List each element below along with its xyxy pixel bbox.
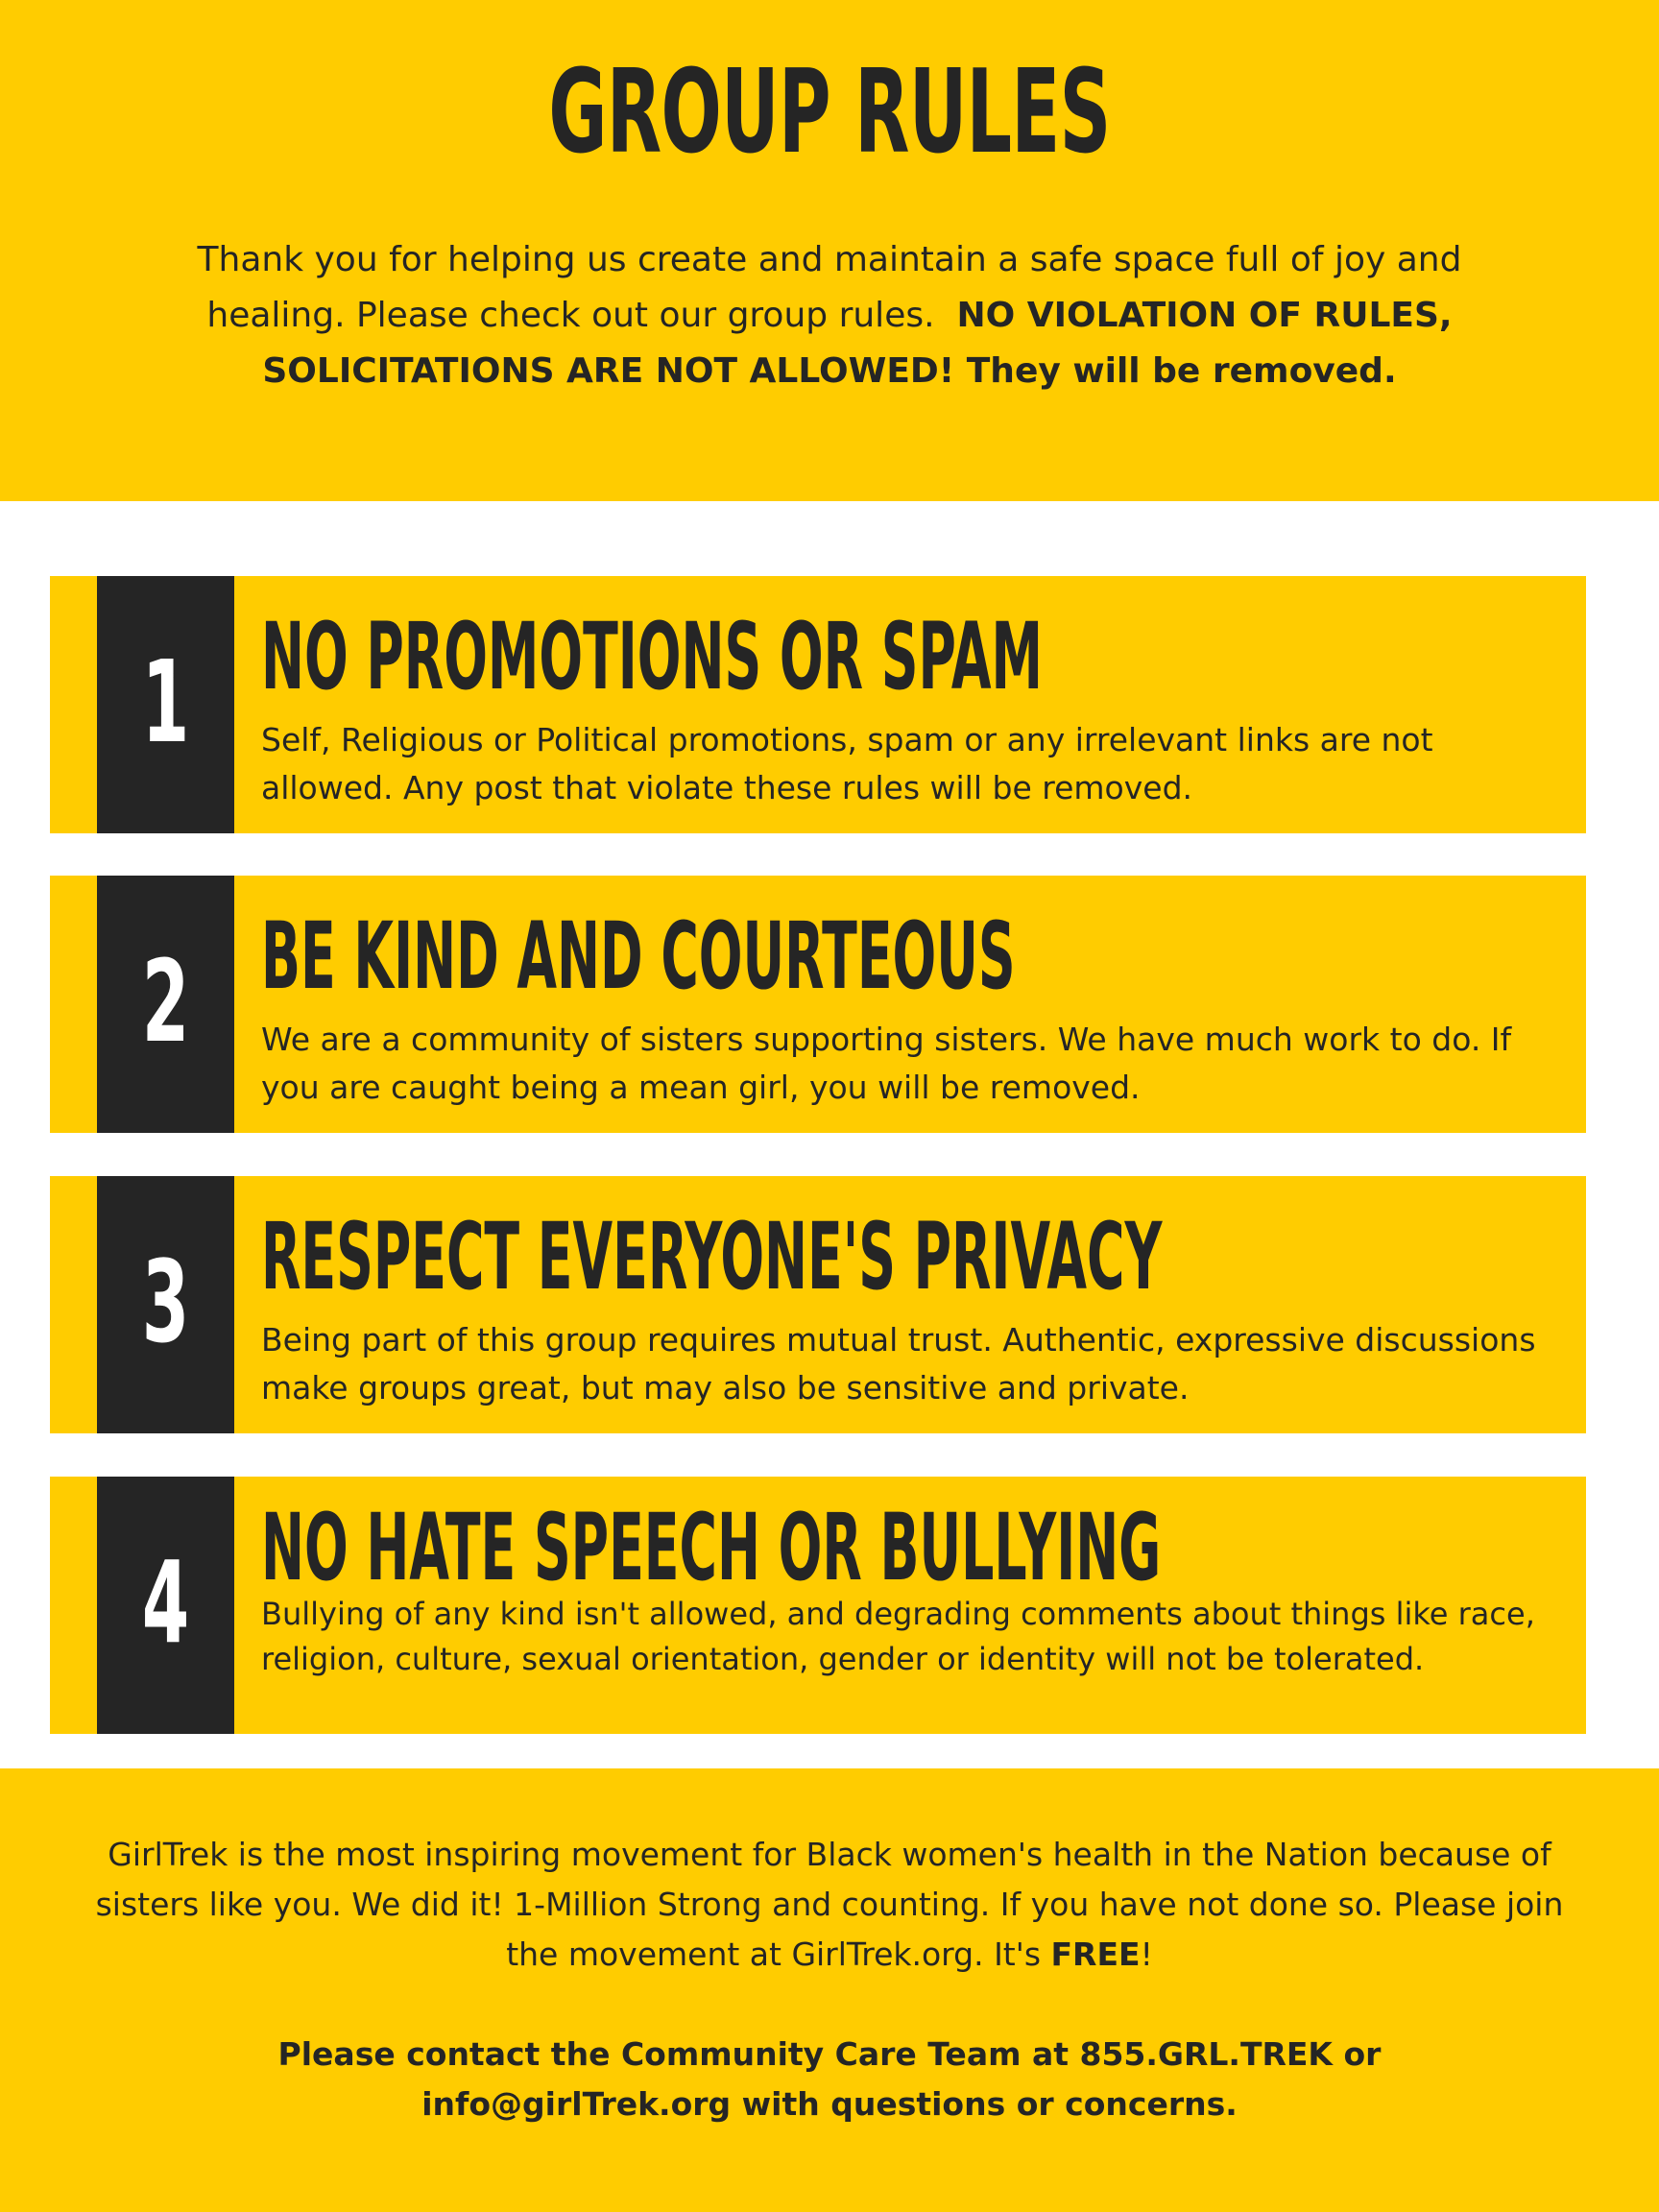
footer-free-text: FREE bbox=[1050, 1936, 1141, 1973]
rule-number: 2 bbox=[141, 935, 190, 1068]
footer-main-text: GirlTrek is the most inspiring movement for Black women's health in the Nation because of sisters like you. We did it! 1-Million Strong and counting. If you have not done so. Please join the movement at GirlTrek.org. It's bbox=[95, 1836, 1564, 1973]
rule-number: 1 bbox=[141, 636, 190, 768]
intro-plain: Thank you for helping us create and maintain a safe space full of joy and healing. Please check out our group rules. bbox=[197, 240, 1462, 335]
footer-end-text: ! bbox=[1140, 1936, 1153, 1973]
rule-heading: NO PROMOTIONS OR SPAM bbox=[261, 603, 1044, 710]
page-title: GROUP RULES bbox=[548, 46, 1111, 180]
rule-number: 4 bbox=[141, 1536, 190, 1669]
rule-description: Self, Religious or Political promotions, spam or any irrelevant links are not allowed. Any post that violate these rules will be removed. bbox=[261, 721, 1433, 806]
intro-text bbox=[163, 232, 1496, 399]
rule-card-4 bbox=[50, 1477, 1586, 1734]
rule-description: Bullying of any kind isn't allowed, and degrading comments about things like race, religion, culture, sexual orientation, gender or identity will not be tolerated. bbox=[261, 1596, 1535, 1677]
rule-number-box bbox=[97, 576, 234, 833]
rule-description: Being part of this group requires mutual trust. Authentic, expressive discussions make groups great, but may also be sensitive and private. bbox=[261, 1321, 1536, 1407]
rule-number: 3 bbox=[141, 1236, 190, 1368]
rule-number-box bbox=[97, 876, 234, 1133]
rule-number-box bbox=[97, 1176, 234, 1433]
footer-paragraph bbox=[86, 1830, 1573, 1980]
rule-heading: BE KIND AND COURTEOUS bbox=[261, 902, 1016, 1010]
rule-number-box bbox=[97, 1477, 234, 1734]
rule-card-1 bbox=[50, 576, 1586, 833]
rule-heading: NO HATE SPEECH OR BULLYING bbox=[261, 1494, 1162, 1601]
rule-description: We are a community of sisters supporting sisters. We have much work to do. If you are caught being a mean girl, you will be removed. bbox=[261, 1021, 1512, 1106]
rule-heading: RESPECT EVERYONE'S PRIVACY bbox=[261, 1203, 1163, 1310]
rule-card-2 bbox=[50, 876, 1586, 1133]
intro-warning: NO VIOLATION OF RULES, SOLICITATIONS ARE NOT ALLOWED! They will be removed. bbox=[262, 296, 1453, 391]
rule-card-3 bbox=[50, 1176, 1586, 1433]
contact-text: Please contact the Community Care Team at 855.GRL.TREK or info@girlTrek.org with questions or concerns. bbox=[277, 2035, 1382, 2123]
